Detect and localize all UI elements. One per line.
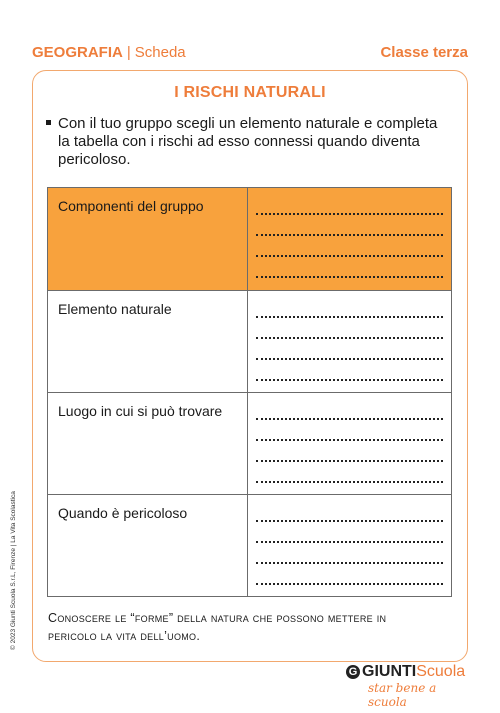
grade-label: Classe terza	[380, 44, 468, 61]
dotted-line[interactable]	[256, 420, 443, 441]
learning-goal-note: Conoscere le “forme” della natura che possono mettere in pericolo la vita dell’uomo.	[48, 611, 387, 643]
answer-lines[interactable]	[247, 495, 451, 597]
table-row	[48, 495, 452, 597]
copyright-notice: © 2023 Giunti Scuola S.r.L, Firenze | La Vita Scolastica	[10, 491, 17, 650]
subject-heading	[32, 44, 186, 61]
sheet-type-label: Scheda	[134, 44, 186, 61]
logo-mark-icon: G	[346, 665, 360, 679]
logo-brand: GIUNTI	[362, 663, 417, 680]
dotted-line[interactable]	[256, 543, 443, 564]
dotted-line[interactable]	[256, 196, 443, 215]
dotted-line[interactable]	[256, 257, 443, 278]
bullet-icon	[46, 120, 51, 125]
header-separator: |	[126, 44, 131, 61]
logo-tagline: star bene a scuola	[368, 681, 437, 709]
dotted-line[interactable]	[256, 360, 443, 381]
dotted-line[interactable]	[256, 339, 443, 360]
answer-lines[interactable]	[247, 393, 451, 495]
subject-label: GEOGRAFIA	[32, 44, 123, 61]
dotted-line[interactable]	[256, 215, 443, 236]
instruction	[46, 115, 446, 169]
dotted-line[interactable]	[256, 236, 443, 257]
answer-lines[interactable]	[247, 188, 451, 291]
row-label: Elemento naturale	[48, 291, 248, 393]
table-row	[48, 291, 452, 393]
dotted-line[interactable]	[256, 522, 443, 543]
giunti-scuola-logo	[346, 663, 466, 709]
row-label: Quando è pericoloso	[48, 495, 248, 597]
logo-wordmark	[346, 663, 466, 681]
dotted-line[interactable]	[256, 299, 443, 318]
table-row	[48, 393, 452, 495]
row-label: Componenti del gruppo	[48, 188, 248, 291]
instruction-text: Con il tuo gruppo scegli un elemento naturale e completa la tabella con i rischi ad esso connessi quando diventa pericoloso.	[58, 115, 438, 168]
dotted-line[interactable]	[256, 441, 443, 462]
dotted-line[interactable]	[256, 401, 443, 420]
worksheet-title: I RISCHI NATURALI	[174, 84, 326, 101]
row-label: Luogo in cui si può trovare	[48, 393, 248, 495]
dotted-line[interactable]	[256, 318, 443, 339]
table-row	[48, 188, 452, 291]
worksheet-table	[47, 187, 452, 597]
logo-brand-accent: Scuola	[416, 663, 466, 680]
answer-lines[interactable]	[247, 291, 451, 393]
page-header	[32, 44, 468, 66]
dotted-line[interactable]	[256, 503, 443, 522]
dotted-line[interactable]	[256, 564, 443, 585]
dotted-line[interactable]	[256, 462, 443, 483]
